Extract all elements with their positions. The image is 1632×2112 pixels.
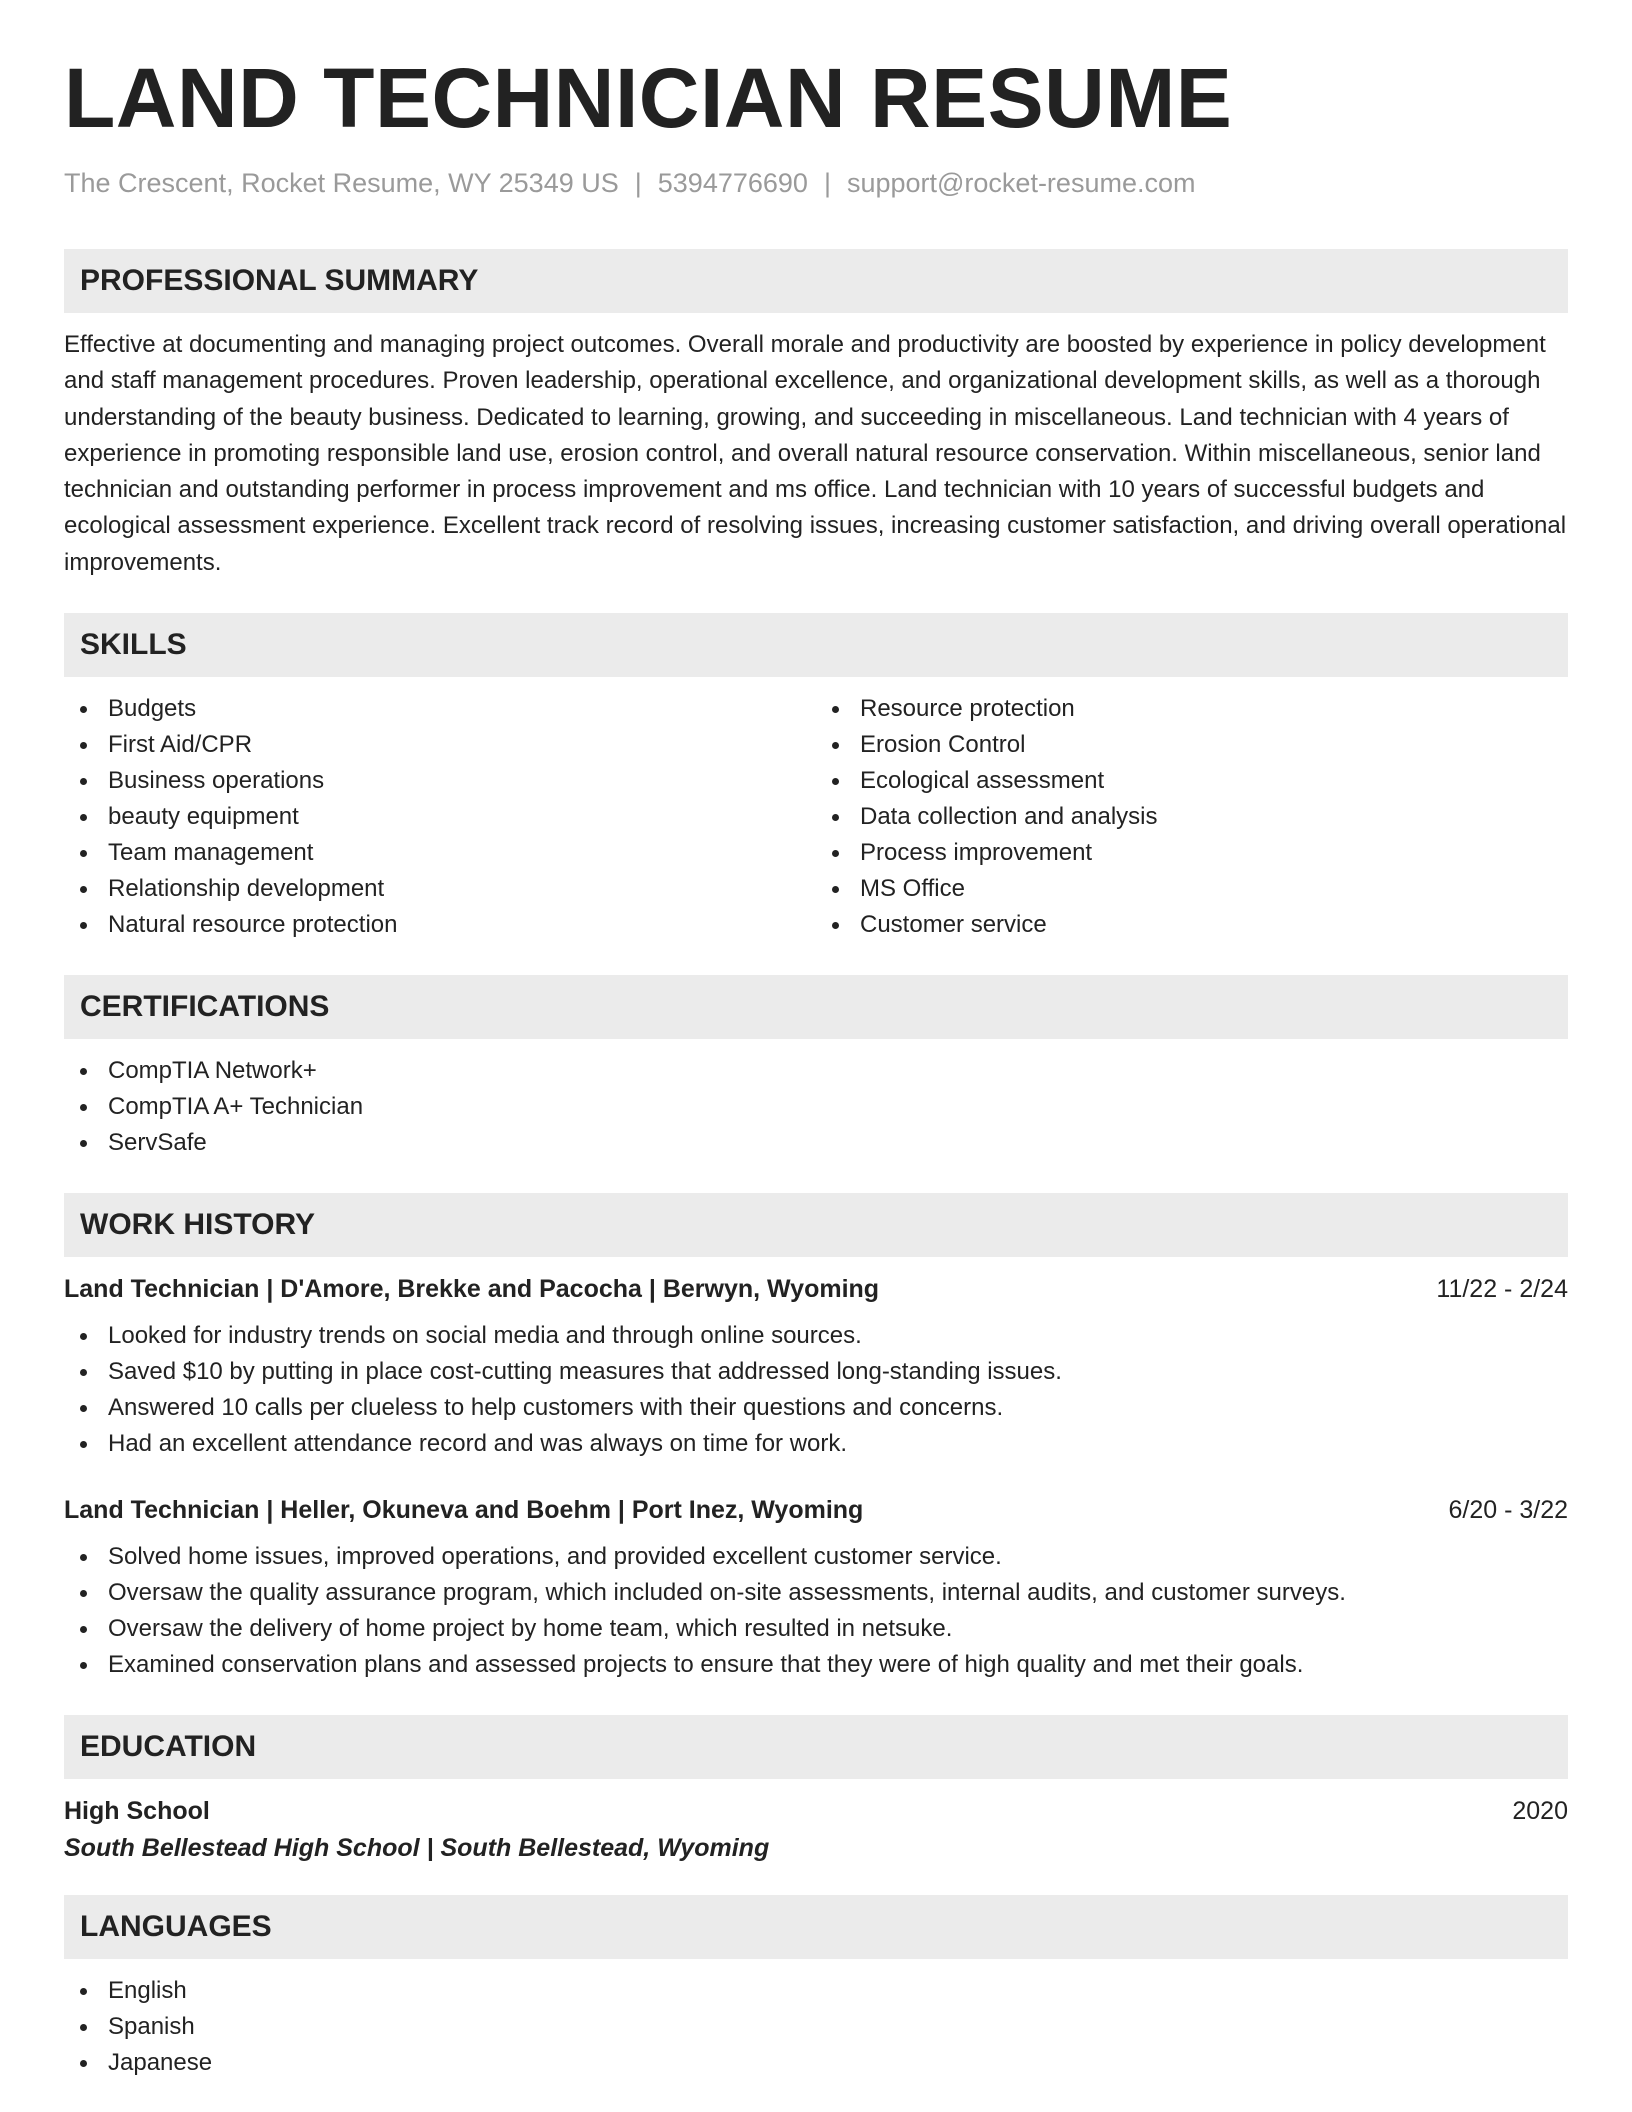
certification-item: CompTIA A+ Technician (64, 1089, 1568, 1125)
work-history-section (64, 1193, 1568, 1683)
education-section (64, 1715, 1568, 1863)
contact-separator: | (823, 168, 831, 198)
job-bullet: Oversaw the delivery of home project by home team, which resulted in netsuke. (64, 1611, 1568, 1647)
skills-columns (64, 677, 1568, 943)
skill-item: Relationship development (64, 871, 816, 907)
skill-item: First Aid/CPR (64, 727, 816, 763)
contact-email: support@rocket-resume.com (846, 168, 1196, 198)
contact-line (64, 168, 1568, 199)
certifications-heading: CERTIFICATIONS (64, 975, 1568, 1039)
skill-item: Natural resource protection (64, 907, 816, 943)
skill-item: MS Office (816, 871, 1568, 907)
education-header (64, 1797, 1568, 1826)
job-bullet: Had an excellent attendance record and was always on time for work. (64, 1426, 1568, 1462)
skill-item: Ecological assessment (816, 763, 1568, 799)
job-title: Land Technician | Heller, Okuneva and Boehm | Port Inez, Wyoming (64, 1496, 864, 1525)
education-school: South Bellestead High School | South Bellestead, Wyoming (64, 1834, 770, 1863)
job-bullets (64, 1318, 1568, 1462)
contact-phone: 5394776690 (657, 168, 808, 198)
skill-item: Customer service (816, 907, 1568, 943)
skill-item: Business operations (64, 763, 816, 799)
skill-item: beauty equipment (64, 799, 816, 835)
skills-list-right (816, 691, 1568, 943)
skill-item: Process improvement (816, 835, 1568, 871)
job-dates: 11/22 - 2/24 (1436, 1275, 1568, 1304)
skill-item: Erosion Control (816, 727, 1568, 763)
languages-list (64, 1973, 1568, 2081)
language-item: English (64, 1973, 1568, 2009)
job-bullets (64, 1539, 1568, 1683)
job-entry (64, 1275, 1568, 1462)
job-bullet: Saved $10 by putting in place cost-cutting measures that addressed long-standing issues. (64, 1354, 1568, 1390)
education-heading: EDUCATION (64, 1715, 1568, 1779)
skill-item: Resource protection (816, 691, 1568, 727)
skills-section (64, 613, 1568, 943)
skill-item: Team management (64, 835, 816, 871)
education-degree: High School (64, 1797, 210, 1826)
education-year: 2020 (1512, 1797, 1568, 1826)
job-bullet: Answered 10 calls per clueless to help customers with their questions and concerns. (64, 1390, 1568, 1426)
certifications-section (64, 975, 1568, 1161)
job-bullet: Oversaw the quality assurance program, which included on-site assessments, internal audits, and customer surveys. (64, 1575, 1568, 1611)
job-dates: 6/20 - 3/22 (1448, 1496, 1568, 1525)
job-title: Land Technician | D'Amore, Brekke and Pacocha | Berwyn, Wyoming (64, 1275, 880, 1304)
skill-item: Data collection and analysis (816, 799, 1568, 835)
contact-address: The Crescent, Rocket Resume, WY 25349 US (64, 168, 619, 198)
languages-heading: LANGUAGES (64, 1895, 1568, 1959)
job-bullet: Solved home issues, improved operations, and provided excellent customer service. (64, 1539, 1568, 1575)
resume-title: LAND TECHNICIAN RESUME (64, 51, 1233, 145)
certification-item: CompTIA Network+ (64, 1053, 1568, 1089)
skills-list-left (64, 691, 816, 943)
job-header (64, 1275, 1568, 1304)
summary-heading: PROFESSIONAL SUMMARY (64, 249, 1568, 313)
language-item: Japanese (64, 2045, 1568, 2081)
job-bullet: Examined conservation plans and assessed projects to ensure that they were of high quality and met their goals. (64, 1647, 1568, 1683)
contact-separator: | (634, 168, 642, 198)
work-history-heading: WORK HISTORY (64, 1193, 1568, 1257)
language-item: Spanish (64, 2009, 1568, 2045)
job-bullet: Looked for industry trends on social media and through online sources. (64, 1318, 1568, 1354)
certification-item: ServSafe (64, 1125, 1568, 1161)
skill-item: Budgets (64, 691, 816, 727)
summary-text: Effective at documenting and managing project outcomes. Overall morale and productivity are boosted by experience in policy development and staff management procedures. Proven leadership, operational excellence, and organizational development skills, as well as a thorough understanding of the beauty business. Dedicated to learning, growing, and succeeding in miscellaneous. Land technician with 4 years of experience in promoting responsible land use, erosion control, and overall natural resource conservation. Within miscellaneous, senior land technician and outstanding performer in process improvement and ms office. Land technician with 10 years of successful budgets and ecological assessment experience. Excellent track record of resolving issues, increasing customer satisfaction, and driving overall operational improvements. (64, 331, 1567, 576)
job-entry (64, 1496, 1568, 1683)
languages-section (64, 1895, 1568, 2081)
skills-heading: SKILLS (64, 613, 1568, 677)
job-header (64, 1496, 1568, 1525)
certifications-list (64, 1053, 1568, 1161)
